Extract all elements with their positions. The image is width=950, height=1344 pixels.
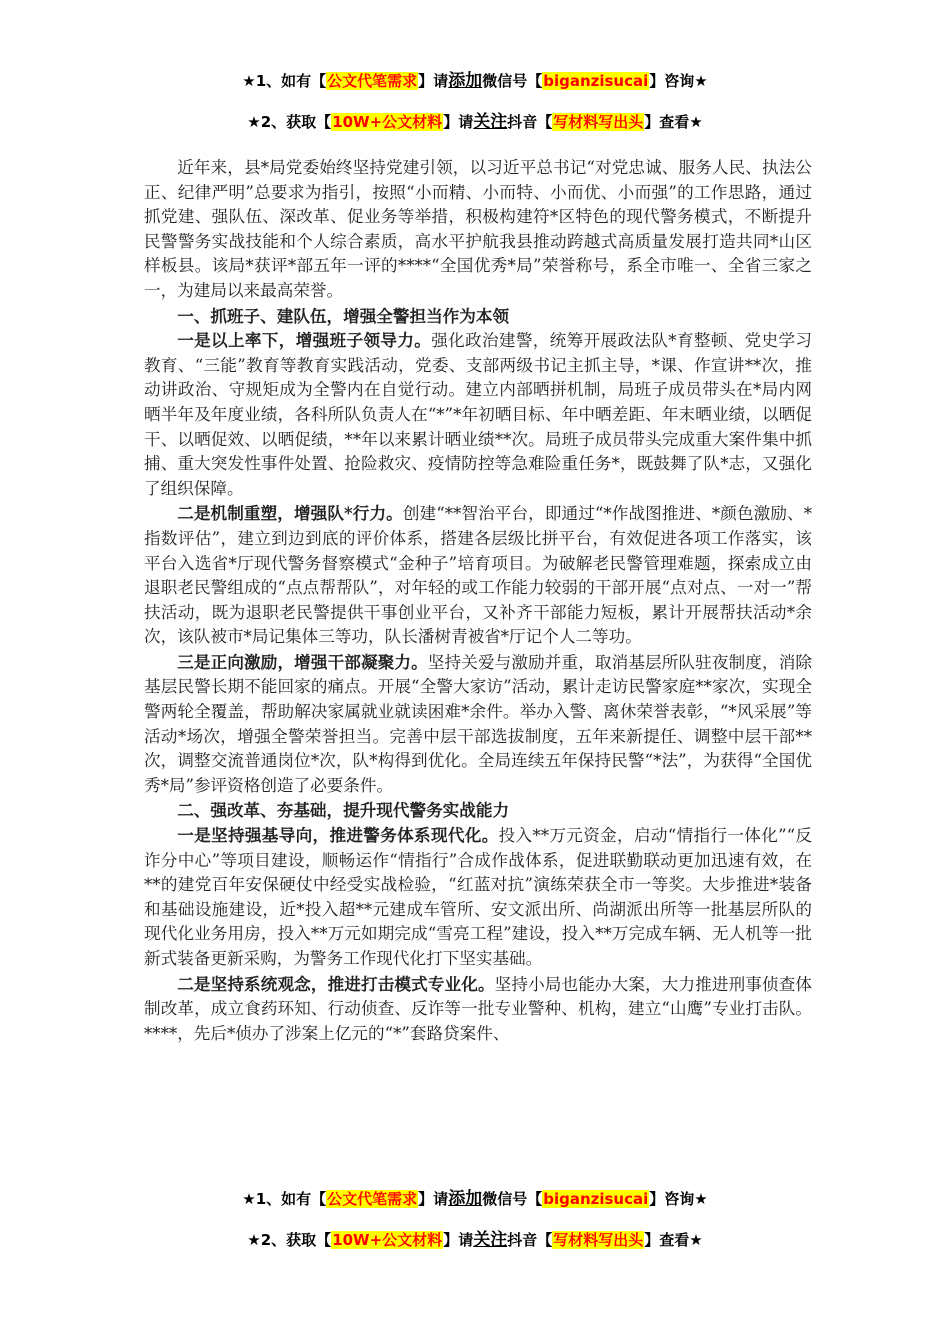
- banner-bottom-line2: [0, 1229, 950, 1251]
- banner-text: 】查看★: [644, 1231, 703, 1249]
- paragraph-lead: 二是机制重塑，增强队*行力。: [177, 503, 403, 524]
- banner-text: 】咨询★: [649, 1190, 708, 1208]
- paragraph-lead: 一是以上率下，增强班子领导力。: [177, 330, 432, 351]
- paragraph-body: 强化政治建警，统筹开展政法队*育整顿、党史学习教育、“三能”教育等教育实践活动，党委、支部两级书记主抓主导，*课、作宣讲**次，推动讲政治、守规矩成为全警内在自觉行动。建立内部晒拼机制，局班子成员带头在*局内网晒半年及年度业绩，各科所队负责人在“*”*年初晒目标、年中晒差距、年末晒业绩，以晒促干、以晒促效、以晒促绩，**年以来累计晒业绩**次。局班子成员带头完成重大案件集中抓捕、重大突发性事件处置、抢险救灾、疫情防控等急难险重任务*，既鼓舞了队*志，又强化了组织保障。: [144, 331, 813, 498]
- banner-text: 】请: [418, 1190, 449, 1208]
- paragraph-body: 坚持小局也能办大案，大力推进刑事侦查体制改革，成立食药环知、行动侦查、反诈等一批专业警种、机构，建立“山鹰”专业打击队。****，先后*侦办了涉案上亿元的“*”套路贷案件、: [144, 974, 813, 1043]
- banner-text: 微信号【: [482, 72, 543, 90]
- paragraph-lead: 二是坚持系统观念，推进打击模式专业化。: [177, 973, 495, 994]
- banner-bottom-line1: [0, 1188, 950, 1210]
- paragraph: [144, 650, 812, 799]
- banner-text: 微信号【: [482, 1190, 543, 1208]
- paragraph: [144, 501, 812, 650]
- paragraph-lead: 三是正向激励，增强干部凝聚力。: [177, 651, 428, 672]
- paragraph-body: 坚持关爱与激励并重，取消基层所队驻夜制度，消除基层民警长期不能回家的痛点。开展“全警大家访”活动，累计走访民警家庭**家次，实现全警两轮全覆盖，帮助解决家属就业就读困难*余件。举办入警、离休荣誉表彰，“*风采展”等活动*场次，增强全警荣誉担当。完善中层干部选拔制度，五年来新提任、调整中层干部**次，调整交流普通岗位*次，队*构得到优化。全局连续五年保持民警“*法”，为获得“全国优秀*局”参评资格创造了必要条件。: [144, 652, 813, 795]
- banner-text: ★2、获取【: [247, 113, 332, 131]
- paragraph-lead: 一是坚持强基导向，推进警务体系现代化。: [177, 825, 499, 846]
- banner-text: 】查看★: [644, 113, 703, 131]
- banner-top-line1: [0, 70, 950, 92]
- paragraph-body: 创建“**智治平台，即通过“*作战图推进、*颜色激励、*指数评估”，建立到边到底的评价体系，搭建各层级比拼平台，有效促进各项工作落实，该平台入选省*厅现代警务督察模式“金种子”培育项目。为破解老民警管理难题，探索成立由退职老民警组成的“点点帮帮队”，对年轻的或工作能力较弱的干部开展“点对点、一对一”帮扶活动，既为退职老民警提供干事创业平台，又补齐干部能力短板，累计开展帮扶活动*余次，该队被市*局记集体三等功，队长潘树青被省*厅记个人二等功。: [144, 504, 812, 647]
- section-heading-1: 一、抓班子、建队伍，增强全警担当作为本领: [177, 305, 510, 326]
- paragraph: [144, 823, 812, 972]
- banner-highlight: 写材料写出头: [553, 113, 644, 131]
- banner-text: 】咨询★: [649, 72, 708, 90]
- banner-text: ★1、如有【: [242, 1190, 327, 1208]
- banner-highlight: 公文代笔需求: [327, 1190, 418, 1208]
- banner-highlight: 10W+公文材料: [332, 113, 443, 131]
- article-body: [144, 156, 812, 1046]
- banner-text: ★1、如有【: [242, 72, 327, 90]
- banner-highlight: biganzisucai: [543, 72, 649, 90]
- intro-paragraph: 近年来，县*局党委始终坚持党建引领，以习近平总书记“对党忠诚、服务人民、执法公正、纪律严明”总要求为指引，按照“小而精、小而特、小而优、小而强”的工作思路，通过抓党建、强队伍、深改革、促业务等举措，积极构建符*区特色的现代警务模式，不断提升民警警务实战技能和个人综合素质，高水平护航我县推动跨越式高质量发展打造共同*山区样板县。该局*获评*部五年一评的****“全国优秀*局”荣誉称号，系全市唯一、全省三家之一，为建局以来最高荣誉。: [144, 158, 812, 300]
- section-heading-2: 二、强改革、夯基础，提升现代警务实战能力: [177, 800, 510, 821]
- banner-top-line2: [0, 111, 950, 133]
- banner-text: 抖音【: [507, 1231, 553, 1249]
- paragraph: [144, 328, 812, 501]
- banner-text: 抖音【: [507, 113, 553, 131]
- banner-text: 】请: [443, 1231, 474, 1249]
- banner-text: 】请: [443, 113, 474, 131]
- banner-highlight: 10W+公文材料: [332, 1231, 443, 1249]
- banner-highlight: 公文代笔需求: [327, 72, 418, 90]
- paragraph-body: 投入**万元资金，启动“情指行一体化”“反诈分中心”等项目建设，顺畅运作“情指行”合成作战体系，促进联勤联动更加迅速有效，在**的建党百年安保硬仗中经受实战检验，“红蓝对抗”演练荣获全市一等奖。大步推进*装备和基础设施建设，近*投入超**元建成车管所、安文派出所、尚湖派出所等一批基层所队的现代化业务用房，投入**万元如期完成“雪亮工程”建设，投入**万完成车辆、无人机等一批新式装备更新采购，为警务工作现代化打下坚实基础。: [144, 826, 812, 968]
- banner-text: ★2、获取【: [247, 1231, 332, 1249]
- banner-text: 】请: [418, 72, 449, 90]
- banner-highlight: 写材料写出头: [553, 1231, 644, 1249]
- banner-highlight: biganzisucai: [543, 1190, 649, 1208]
- banner-emphasis: 添加: [448, 71, 483, 91]
- banner-emphasis: 添加: [448, 1189, 483, 1209]
- banner-emphasis: 关注: [473, 112, 508, 132]
- banner-emphasis: 关注: [473, 1230, 508, 1250]
- paragraph: [144, 972, 812, 1047]
